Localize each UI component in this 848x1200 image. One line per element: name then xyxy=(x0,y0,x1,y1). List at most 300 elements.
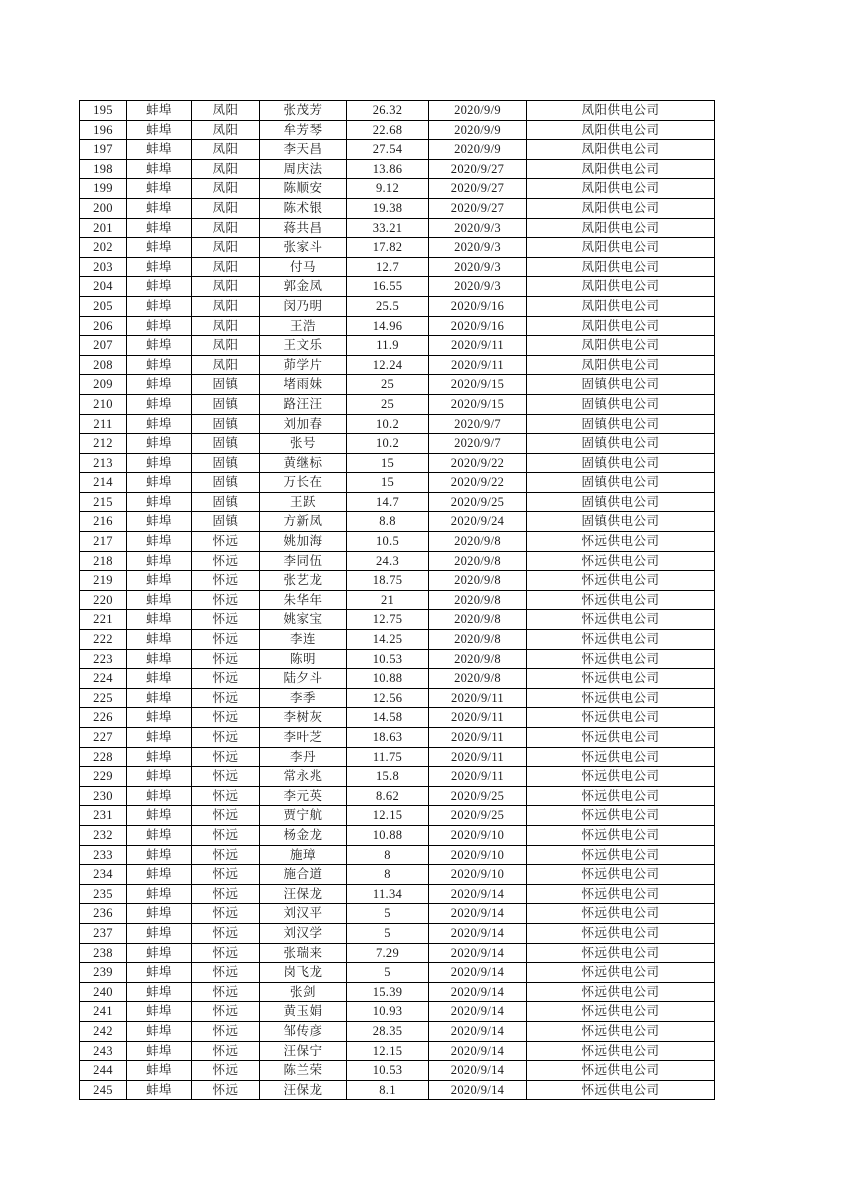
cell-date: 2020/9/27 xyxy=(429,198,527,218)
table-row xyxy=(80,747,715,767)
cell-date: 2020/9/9 xyxy=(429,101,527,121)
cell-name: 张剑 xyxy=(260,982,347,1002)
cell-company: 凤阳供电公司 xyxy=(527,140,715,160)
cell-value: 10.53 xyxy=(347,649,429,669)
cell-city: 蚌埠 xyxy=(127,669,192,689)
cell-company: 怀远供电公司 xyxy=(527,688,715,708)
cell-value: 11.34 xyxy=(347,884,429,904)
cell-date: 2020/9/7 xyxy=(429,414,527,434)
cell-no: 207 xyxy=(80,336,127,356)
cell-date: 2020/9/14 xyxy=(429,1002,527,1022)
cell-county: 固镇 xyxy=(192,394,260,414)
cell-county: 怀远 xyxy=(192,943,260,963)
cell-county: 凤阳 xyxy=(192,296,260,316)
cell-value: 15.39 xyxy=(347,982,429,1002)
cell-city: 蚌埠 xyxy=(127,179,192,199)
cell-company: 怀远供电公司 xyxy=(527,1041,715,1061)
cell-name: 李连 xyxy=(260,630,347,650)
cell-name: 李丹 xyxy=(260,747,347,767)
cell-value: 10.88 xyxy=(347,825,429,845)
cell-value: 12.7 xyxy=(347,257,429,277)
cell-no: 205 xyxy=(80,296,127,316)
cell-name: 陈顺安 xyxy=(260,179,347,199)
table-row xyxy=(80,1002,715,1022)
table-row xyxy=(80,473,715,493)
cell-name: 周庆法 xyxy=(260,159,347,179)
cell-date: 2020/9/8 xyxy=(429,532,527,552)
cell-value: 24.3 xyxy=(347,551,429,571)
table-row xyxy=(80,453,715,473)
cell-no: 223 xyxy=(80,649,127,669)
cell-county: 怀远 xyxy=(192,904,260,924)
cell-city: 蚌埠 xyxy=(127,296,192,316)
cell-no: 206 xyxy=(80,316,127,336)
cell-date: 2020/9/16 xyxy=(429,316,527,336)
cell-county: 凤阳 xyxy=(192,120,260,140)
cell-date: 2020/9/3 xyxy=(429,238,527,258)
cell-no: 225 xyxy=(80,688,127,708)
cell-city: 蚌埠 xyxy=(127,1041,192,1061)
cell-city: 蚌埠 xyxy=(127,590,192,610)
cell-city: 蚌埠 xyxy=(127,473,192,493)
cell-city: 蚌埠 xyxy=(127,649,192,669)
cell-value: 17.82 xyxy=(347,238,429,258)
cell-company: 凤阳供电公司 xyxy=(527,355,715,375)
table-row xyxy=(80,630,715,650)
cell-company: 怀远供电公司 xyxy=(527,904,715,924)
cell-no: 241 xyxy=(80,1002,127,1022)
cell-value: 11.9 xyxy=(347,336,429,356)
cell-date: 2020/9/11 xyxy=(429,747,527,767)
cell-city: 蚌埠 xyxy=(127,101,192,121)
cell-company: 固镇供电公司 xyxy=(527,375,715,395)
cell-no: 243 xyxy=(80,1041,127,1061)
cell-county: 固镇 xyxy=(192,434,260,454)
cell-name: 陈明 xyxy=(260,649,347,669)
cell-company: 怀远供电公司 xyxy=(527,865,715,885)
cell-company: 怀远供电公司 xyxy=(527,806,715,826)
cell-city: 蚌埠 xyxy=(127,1002,192,1022)
table-row xyxy=(80,277,715,297)
cell-city: 蚌埠 xyxy=(127,394,192,414)
cell-county: 固镇 xyxy=(192,453,260,473)
cell-company: 怀远供电公司 xyxy=(527,825,715,845)
cell-value: 12.15 xyxy=(347,806,429,826)
cell-company: 怀远供电公司 xyxy=(527,551,715,571)
subsidy-records-table xyxy=(79,100,715,1100)
cell-date: 2020/9/14 xyxy=(429,1021,527,1041)
cell-no: 238 xyxy=(80,943,127,963)
cell-date: 2020/9/10 xyxy=(429,865,527,885)
cell-city: 蚌埠 xyxy=(127,492,192,512)
cell-name: 路汪汪 xyxy=(260,394,347,414)
cell-city: 蚌埠 xyxy=(127,982,192,1002)
cell-county: 凤阳 xyxy=(192,179,260,199)
cell-name: 汪保龙 xyxy=(260,1080,347,1100)
table-row xyxy=(80,492,715,512)
cell-no: 213 xyxy=(80,453,127,473)
cell-city: 蚌埠 xyxy=(127,571,192,591)
cell-no: 199 xyxy=(80,179,127,199)
cell-no: 227 xyxy=(80,728,127,748)
table-row xyxy=(80,375,715,395)
cell-value: 7.29 xyxy=(347,943,429,963)
cell-company: 怀远供电公司 xyxy=(527,845,715,865)
cell-value: 16.55 xyxy=(347,277,429,297)
cell-date: 2020/9/25 xyxy=(429,492,527,512)
cell-county: 凤阳 xyxy=(192,355,260,375)
cell-name: 汪保宁 xyxy=(260,1041,347,1061)
cell-city: 蚌埠 xyxy=(127,238,192,258)
cell-company: 怀远供电公司 xyxy=(527,708,715,728)
cell-county: 怀远 xyxy=(192,728,260,748)
cell-company: 怀远供电公司 xyxy=(527,571,715,591)
cell-date: 2020/9/14 xyxy=(429,904,527,924)
cell-county: 怀远 xyxy=(192,845,260,865)
cell-value: 25 xyxy=(347,394,429,414)
table-row xyxy=(80,943,715,963)
cell-value: 21 xyxy=(347,590,429,610)
cell-city: 蚌埠 xyxy=(127,806,192,826)
cell-name: 李同伍 xyxy=(260,551,347,571)
cell-company: 怀远供电公司 xyxy=(527,884,715,904)
cell-county: 怀远 xyxy=(192,884,260,904)
cell-value: 15 xyxy=(347,473,429,493)
cell-city: 蚌埠 xyxy=(127,277,192,297)
cell-county: 怀远 xyxy=(192,865,260,885)
cell-company: 固镇供电公司 xyxy=(527,434,715,454)
cell-county: 凤阳 xyxy=(192,101,260,121)
cell-no: 224 xyxy=(80,669,127,689)
cell-county: 凤阳 xyxy=(192,140,260,160)
cell-city: 蚌埠 xyxy=(127,1061,192,1081)
cell-city: 蚌埠 xyxy=(127,904,192,924)
cell-name: 付马 xyxy=(260,257,347,277)
cell-county: 怀远 xyxy=(192,1080,260,1100)
cell-company: 凤阳供电公司 xyxy=(527,101,715,121)
cell-value: 10.93 xyxy=(347,1002,429,1022)
cell-name: 方新凤 xyxy=(260,512,347,532)
table-row xyxy=(80,238,715,258)
cell-county: 怀远 xyxy=(192,1061,260,1081)
cell-value: 18.63 xyxy=(347,728,429,748)
cell-name: 刘加春 xyxy=(260,414,347,434)
cell-city: 蚌埠 xyxy=(127,786,192,806)
cell-date: 2020/9/8 xyxy=(429,590,527,610)
table-row xyxy=(80,845,715,865)
cell-name: 蒋共昌 xyxy=(260,218,347,238)
table-row xyxy=(80,649,715,669)
cell-company: 固镇供电公司 xyxy=(527,394,715,414)
table-row xyxy=(80,316,715,336)
cell-name: 茆学片 xyxy=(260,355,347,375)
cell-city: 蚌埠 xyxy=(127,610,192,630)
cell-name: 张号 xyxy=(260,434,347,454)
cell-no: 218 xyxy=(80,551,127,571)
cell-county: 凤阳 xyxy=(192,198,260,218)
cell-city: 蚌埠 xyxy=(127,551,192,571)
cell-city: 蚌埠 xyxy=(127,355,192,375)
cell-company: 怀远供电公司 xyxy=(527,1021,715,1041)
cell-no: 204 xyxy=(80,277,127,297)
cell-value: 15.8 xyxy=(347,767,429,787)
cell-value: 5 xyxy=(347,904,429,924)
cell-value: 12.56 xyxy=(347,688,429,708)
cell-city: 蚌埠 xyxy=(127,767,192,787)
cell-city: 蚌埠 xyxy=(127,159,192,179)
cell-value: 9.12 xyxy=(347,179,429,199)
cell-no: 209 xyxy=(80,375,127,395)
cell-value: 8 xyxy=(347,865,429,885)
cell-name: 刘汉学 xyxy=(260,923,347,943)
cell-company: 凤阳供电公司 xyxy=(527,336,715,356)
cell-county: 凤阳 xyxy=(192,277,260,297)
table-row xyxy=(80,590,715,610)
cell-name: 王浩 xyxy=(260,316,347,336)
cell-name: 万长在 xyxy=(260,473,347,493)
cell-name: 王文乐 xyxy=(260,336,347,356)
cell-no: 244 xyxy=(80,1061,127,1081)
table-row xyxy=(80,688,715,708)
cell-company: 怀远供电公司 xyxy=(527,590,715,610)
cell-company: 凤阳供电公司 xyxy=(527,238,715,258)
table-row xyxy=(80,336,715,356)
table-row xyxy=(80,512,715,532)
cell-county: 怀远 xyxy=(192,571,260,591)
cell-county: 怀远 xyxy=(192,963,260,983)
cell-no: 197 xyxy=(80,140,127,160)
table-row xyxy=(80,355,715,375)
cell-name: 李天昌 xyxy=(260,140,347,160)
cell-value: 11.75 xyxy=(347,747,429,767)
cell-county: 怀远 xyxy=(192,649,260,669)
cell-no: 212 xyxy=(80,434,127,454)
cell-company: 怀远供电公司 xyxy=(527,1002,715,1022)
cell-value: 28.35 xyxy=(347,1021,429,1041)
table-row xyxy=(80,904,715,924)
cell-county: 怀远 xyxy=(192,767,260,787)
cell-name: 姚家宝 xyxy=(260,610,347,630)
cell-name: 陈术银 xyxy=(260,198,347,218)
cell-no: 216 xyxy=(80,512,127,532)
cell-county: 怀远 xyxy=(192,806,260,826)
table-row xyxy=(80,532,715,552)
cell-name: 黄玉娟 xyxy=(260,1002,347,1022)
cell-date: 2020/9/10 xyxy=(429,845,527,865)
cell-company: 固镇供电公司 xyxy=(527,473,715,493)
cell-company: 怀远供电公司 xyxy=(527,923,715,943)
cell-company: 怀远供电公司 xyxy=(527,963,715,983)
cell-company: 凤阳供电公司 xyxy=(527,277,715,297)
cell-no: 203 xyxy=(80,257,127,277)
cell-date: 2020/9/14 xyxy=(429,1080,527,1100)
cell-value: 12.75 xyxy=(347,610,429,630)
cell-city: 蚌埠 xyxy=(127,747,192,767)
cell-date: 2020/9/9 xyxy=(429,140,527,160)
table-row xyxy=(80,1041,715,1061)
cell-no: 195 xyxy=(80,101,127,121)
cell-date: 2020/9/3 xyxy=(429,277,527,297)
cell-company: 怀远供电公司 xyxy=(527,767,715,787)
cell-value: 22.68 xyxy=(347,120,429,140)
table-row xyxy=(80,120,715,140)
cell-company: 固镇供电公司 xyxy=(527,414,715,434)
cell-no: 233 xyxy=(80,845,127,865)
cell-name: 李树灰 xyxy=(260,708,347,728)
cell-value: 10.2 xyxy=(347,434,429,454)
cell-value: 14.96 xyxy=(347,316,429,336)
cell-company: 固镇供电公司 xyxy=(527,512,715,532)
cell-company: 凤阳供电公司 xyxy=(527,296,715,316)
cell-county: 凤阳 xyxy=(192,238,260,258)
table-row xyxy=(80,1021,715,1041)
cell-name: 常永兆 xyxy=(260,767,347,787)
cell-no: 229 xyxy=(80,767,127,787)
cell-city: 蚌埠 xyxy=(127,375,192,395)
cell-date: 2020/9/14 xyxy=(429,1041,527,1061)
cell-value: 14.7 xyxy=(347,492,429,512)
cell-no: 221 xyxy=(80,610,127,630)
cell-value: 13.86 xyxy=(347,159,429,179)
cell-value: 5 xyxy=(347,923,429,943)
table-row xyxy=(80,414,715,434)
cell-no: 219 xyxy=(80,571,127,591)
table-row xyxy=(80,825,715,845)
cell-no: 208 xyxy=(80,355,127,375)
cell-company: 怀远供电公司 xyxy=(527,610,715,630)
cell-name: 张茂芳 xyxy=(260,101,347,121)
cell-value: 8.8 xyxy=(347,512,429,532)
cell-county: 凤阳 xyxy=(192,336,260,356)
cell-county: 凤阳 xyxy=(192,159,260,179)
cell-city: 蚌埠 xyxy=(127,120,192,140)
cell-date: 2020/9/15 xyxy=(429,375,527,395)
cell-value: 15 xyxy=(347,453,429,473)
table-row xyxy=(80,806,715,826)
cell-county: 固镇 xyxy=(192,512,260,532)
cell-county: 怀远 xyxy=(192,1021,260,1041)
cell-city: 蚌埠 xyxy=(127,963,192,983)
cell-city: 蚌埠 xyxy=(127,453,192,473)
cell-no: 226 xyxy=(80,708,127,728)
cell-company: 凤阳供电公司 xyxy=(527,218,715,238)
cell-city: 蚌埠 xyxy=(127,630,192,650)
cell-date: 2020/9/11 xyxy=(429,767,527,787)
cell-name: 张艺龙 xyxy=(260,571,347,591)
cell-county: 固镇 xyxy=(192,473,260,493)
cell-no: 196 xyxy=(80,120,127,140)
cell-city: 蚌埠 xyxy=(127,512,192,532)
cell-county: 怀远 xyxy=(192,982,260,1002)
table-row xyxy=(80,551,715,571)
table-row xyxy=(80,1080,715,1100)
cell-city: 蚌埠 xyxy=(127,336,192,356)
cell-county: 固镇 xyxy=(192,492,260,512)
cell-value: 8 xyxy=(347,845,429,865)
cell-value: 14.58 xyxy=(347,708,429,728)
cell-company: 固镇供电公司 xyxy=(527,453,715,473)
cell-name: 堵雨妹 xyxy=(260,375,347,395)
cell-city: 蚌埠 xyxy=(127,414,192,434)
cell-value: 25.5 xyxy=(347,296,429,316)
cell-company: 凤阳供电公司 xyxy=(527,198,715,218)
cell-date: 2020/9/11 xyxy=(429,688,527,708)
cell-date: 2020/9/11 xyxy=(429,728,527,748)
table-row xyxy=(80,982,715,1002)
cell-date: 2020/9/7 xyxy=(429,434,527,454)
cell-company: 怀远供电公司 xyxy=(527,786,715,806)
cell-value: 5 xyxy=(347,963,429,983)
cell-county: 怀远 xyxy=(192,1041,260,1061)
cell-date: 2020/9/8 xyxy=(429,571,527,591)
cell-value: 10.2 xyxy=(347,414,429,434)
cell-name: 贾宁航 xyxy=(260,806,347,826)
cell-no: 235 xyxy=(80,884,127,904)
cell-county: 怀远 xyxy=(192,610,260,630)
table-row xyxy=(80,884,715,904)
cell-county: 怀远 xyxy=(192,747,260,767)
cell-date: 2020/9/27 xyxy=(429,159,527,179)
cell-city: 蚌埠 xyxy=(127,865,192,885)
cell-company: 怀远供电公司 xyxy=(527,1080,715,1100)
cell-date: 2020/9/14 xyxy=(429,1061,527,1081)
cell-name: 王跃 xyxy=(260,492,347,512)
table-row xyxy=(80,218,715,238)
cell-county: 凤阳 xyxy=(192,257,260,277)
cell-county: 怀远 xyxy=(192,688,260,708)
cell-name: 朱华年 xyxy=(260,590,347,610)
cell-value: 8.1 xyxy=(347,1080,429,1100)
cell-date: 2020/9/16 xyxy=(429,296,527,316)
cell-no: 232 xyxy=(80,825,127,845)
cell-name: 陆夕斗 xyxy=(260,669,347,689)
table-row xyxy=(80,159,715,179)
cell-city: 蚌埠 xyxy=(127,845,192,865)
cell-date: 2020/9/8 xyxy=(429,669,527,689)
table-row xyxy=(80,767,715,787)
cell-name: 汪保龙 xyxy=(260,884,347,904)
cell-name: 邹传彦 xyxy=(260,1021,347,1041)
cell-city: 蚌埠 xyxy=(127,198,192,218)
cell-no: 236 xyxy=(80,904,127,924)
cell-no: 200 xyxy=(80,198,127,218)
cell-date: 2020/9/25 xyxy=(429,806,527,826)
cell-name: 张家斗 xyxy=(260,238,347,258)
cell-value: 12.15 xyxy=(347,1041,429,1061)
table-row xyxy=(80,257,715,277)
cell-company: 怀远供电公司 xyxy=(527,982,715,1002)
cell-name: 施璋 xyxy=(260,845,347,865)
table-row xyxy=(80,434,715,454)
cell-name: 杨金龙 xyxy=(260,825,347,845)
cell-city: 蚌埠 xyxy=(127,316,192,336)
cell-date: 2020/9/24 xyxy=(429,512,527,532)
cell-company: 固镇供电公司 xyxy=(527,492,715,512)
cell-no: 240 xyxy=(80,982,127,1002)
cell-company: 凤阳供电公司 xyxy=(527,159,715,179)
table-row xyxy=(80,610,715,630)
table-row xyxy=(80,140,715,160)
cell-value: 14.25 xyxy=(347,630,429,650)
table-row xyxy=(80,865,715,885)
table-row xyxy=(80,198,715,218)
cell-company: 怀远供电公司 xyxy=(527,1061,715,1081)
cell-name: 刘汉平 xyxy=(260,904,347,924)
cell-date: 2020/9/22 xyxy=(429,453,527,473)
cell-name: 李季 xyxy=(260,688,347,708)
cell-date: 2020/9/8 xyxy=(429,551,527,571)
cell-no: 222 xyxy=(80,630,127,650)
